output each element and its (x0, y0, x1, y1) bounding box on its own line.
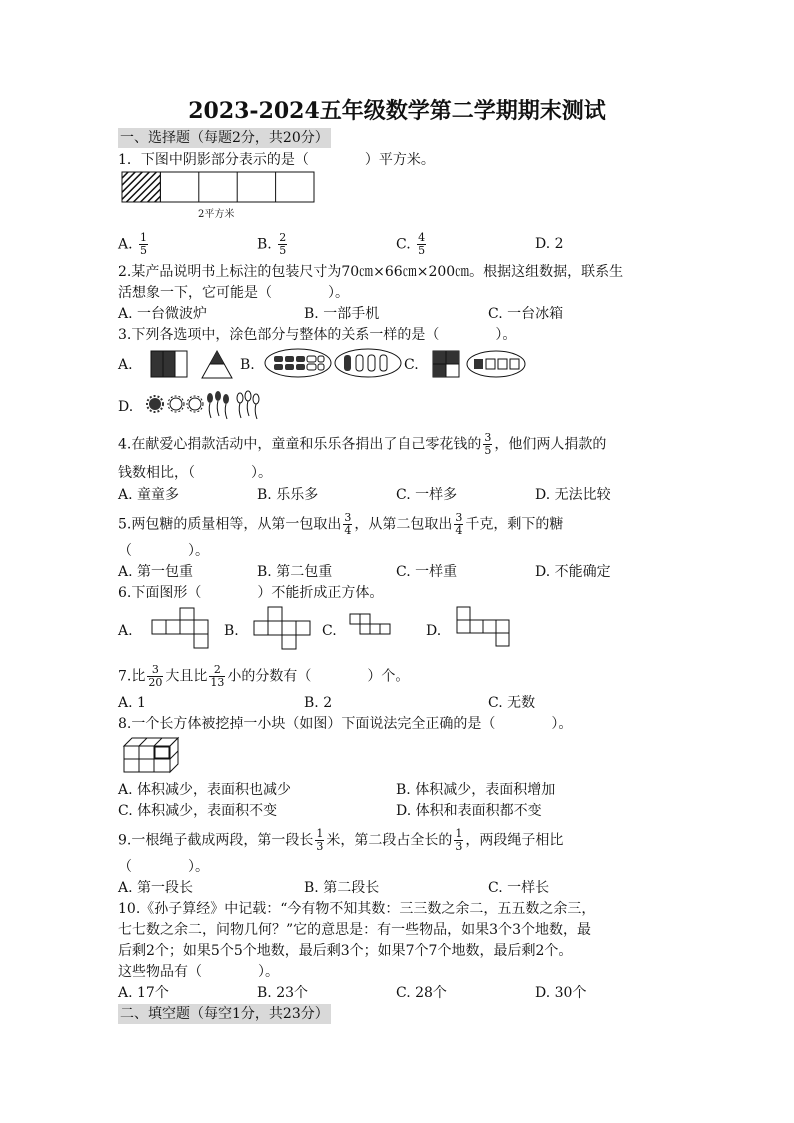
q6-c-net-figure (350, 612, 400, 642)
q5-option-d[interactable]: D. 不能确定 (535, 564, 611, 580)
question-10-line-3: 后剩2个；如果5个5个地数，最后剩3个；如果7个7个地数，最后剩2个。 (118, 943, 573, 959)
numerator: 3 (344, 511, 352, 524)
option-letter: A. (118, 236, 133, 253)
q7-option-c[interactable]: C. 无数 (488, 695, 536, 711)
stem-text: 9.一根绳子截成两段，第一段长 (118, 832, 314, 849)
q1-caption: 2平方米 (198, 209, 235, 220)
q6-option-b-label[interactable]: B. (224, 623, 239, 639)
fraction (483, 432, 492, 457)
q5-option-b[interactable]: B. 第二包重 (257, 564, 333, 580)
q5-option-a[interactable]: A. 第一包重 (118, 564, 194, 580)
question-10-line-2: 七七数之余二，问物几何？”它的意思是：有一些物品，如果3个3个地数，最 (118, 922, 591, 938)
stem-text: ，从第二包取出 (354, 516, 453, 533)
stem-text: 千克，剩下的糖 (465, 516, 564, 533)
q8-option-d[interactable]: D. 体积和表面积都不变 (396, 803, 542, 819)
denominator: 5 (418, 244, 426, 257)
question-8-stem: 8.一个长方体被挖掉一小块（如图）下面说法完全正确的是（ ）。 (118, 716, 573, 732)
question-2-stem: 2.某产品说明书上标注的包装尺寸为70㎝×66㎝×200㎝。根据这组数据，联系生 (118, 264, 624, 280)
numerator: 2 (209, 664, 225, 677)
denominator: 3 (316, 840, 324, 853)
numerator: 3 (455, 511, 463, 524)
q7-option-b[interactable]: B. 2 (304, 695, 333, 711)
fraction (278, 232, 287, 257)
q1-option-a[interactable] (118, 232, 150, 257)
q2-option-a[interactable]: A. 一台微波炉 (118, 306, 208, 322)
stem-text: 4.在献爱心捐款活动中，童童和乐乐各捐出了自己零花钱的 (118, 436, 482, 453)
q4-option-b[interactable]: B. 乐乐多 (257, 487, 319, 503)
numerator: 4 (418, 231, 426, 244)
q3-c-oval-figure (466, 349, 528, 381)
numerator: 2 (279, 231, 287, 244)
fraction (454, 828, 463, 853)
denominator: 13 (210, 676, 225, 689)
denominator: 20 (148, 676, 163, 689)
question-10-line-4: 这些物品有（ ）。 (118, 964, 279, 980)
question-3-stem: 3.下列各选项中，涂色部分与整体的关系一样的是（ ）。 (118, 327, 517, 343)
q3-d-flowers-balloons-figure (146, 392, 266, 422)
q8-option-c[interactable]: C. 体积减少，表面积不变 (118, 803, 278, 819)
question-1-stem: 1．下图中阴影部分表示的是（ ）平方米。 (118, 152, 435, 168)
q3-option-b-label[interactable]: B. (240, 357, 255, 373)
question-5-stem (118, 512, 563, 537)
q3-option-c-label[interactable]: C. (404, 357, 419, 373)
q10-option-b[interactable]: B. 23个 (257, 985, 309, 1001)
q6-option-c-label[interactable]: C. (322, 623, 337, 639)
question-6-stem: 6.下面图形（ ）不能折成正方体。 (118, 585, 384, 601)
denominator: 5 (279, 244, 287, 257)
question-7-stem (118, 664, 409, 689)
denominator: 4 (344, 524, 352, 537)
q6-d-net-figure (456, 606, 516, 652)
stem-text: ，他们两人捐款的 (494, 436, 607, 453)
q10-option-a[interactable]: A. 17个 (118, 985, 169, 1001)
option-letter: C. (396, 236, 411, 253)
q2-option-c[interactable]: C. 一台冰箱 (488, 306, 564, 322)
question-2-stem-cont: 活想象一下，它可能是（ ）。 (118, 285, 349, 301)
q6-option-a-label[interactable]: A. (118, 623, 133, 639)
stem-text: ，两段绳子相比 (465, 832, 564, 849)
q3-a-bar-figure (150, 350, 190, 380)
q6-b-net-figure (254, 606, 316, 652)
numerator: 1 (455, 827, 463, 840)
stem-text: 小的分数有（ ）个。 (227, 668, 410, 685)
q3-a-triangle-figure (202, 350, 234, 380)
question-4-stem (118, 432, 606, 457)
numerator: 1 (316, 827, 324, 840)
q3-option-d-label[interactable]: D. (118, 399, 134, 415)
q6-a-net-figure (152, 608, 214, 652)
stem-text: 7.比 (118, 668, 146, 685)
q4-option-c[interactable]: C. 一样多 (396, 487, 458, 503)
fraction (343, 512, 352, 537)
q9-option-a[interactable]: A. 第一段长 (118, 880, 194, 896)
question-4-stem-cont: 钱数相比，（ ）。 (118, 465, 272, 481)
q4-option-a[interactable]: A. 童童多 (118, 487, 180, 503)
q9-option-c[interactable]: C. 一样长 (488, 880, 550, 896)
q1-option-d[interactable]: D. 2 (535, 236, 564, 252)
question-5-stem-cont: （ ）。 (118, 543, 209, 559)
numerator: 3 (147, 664, 163, 677)
option-letter: B. (257, 236, 272, 253)
section-heading-fill: 二、填空题（每空1分，共23分） (120, 1006, 329, 1022)
fraction (454, 512, 463, 537)
q1-option-b[interactable] (257, 232, 289, 257)
q1-strip-figure (121, 171, 317, 203)
denominator: 3 (455, 840, 463, 853)
fraction (209, 664, 225, 689)
section-heading-choice: 一、选择题（每题2分，共20分） (120, 130, 329, 146)
denominator: 5 (140, 244, 148, 257)
stem-text: 米，第二段占全长的 (326, 832, 453, 849)
denominator: 5 (484, 444, 492, 457)
q8-cuboid-figure (122, 734, 182, 776)
numerator: 3 (484, 431, 492, 444)
q7-option-a[interactable]: A. 1 (118, 695, 146, 711)
q5-option-c[interactable]: C. 一样重 (396, 564, 458, 580)
denominator: 4 (455, 524, 463, 537)
question-9-stem (118, 828, 563, 853)
fraction (139, 232, 148, 257)
fraction (147, 664, 163, 689)
q2-option-b[interactable]: B. 一部手机 (304, 306, 380, 322)
q8-option-a[interactable]: A. 体积减少，表面积也减少 (118, 782, 292, 798)
q4-option-d[interactable]: D. 无法比较 (535, 487, 611, 503)
question-10-line-1: 10.《孙子算经》中记载：“今有物不知其数：三三数之余二，五五数之余三， (118, 901, 596, 917)
stem-text: 5.两包糖的质量相等，从第一包取出 (118, 516, 342, 533)
stem-text: 大且比 (165, 668, 208, 685)
q10-option-c[interactable]: C. 28个 (396, 985, 447, 1001)
q3-b-ovals-figure (264, 348, 406, 380)
fraction (315, 828, 324, 853)
q3-option-a-label[interactable]: A. (118, 357, 133, 373)
fraction (417, 232, 426, 257)
q8-option-b[interactable]: B. 体积减少，表面积增加 (396, 782, 556, 798)
q1-option-c[interactable] (396, 232, 428, 257)
q10-option-d[interactable]: D. 30个 (535, 985, 587, 1001)
numerator: 1 (140, 231, 148, 244)
q3-c-square-figure (432, 350, 462, 380)
q9-option-b[interactable]: B. 第二段长 (304, 880, 380, 896)
question-9-stem-cont: （ ）。 (118, 859, 209, 875)
q6-option-d-label[interactable]: D. (426, 623, 442, 639)
page-title: 2023-2024五年级数学第二学期期末测试 (188, 98, 606, 124)
